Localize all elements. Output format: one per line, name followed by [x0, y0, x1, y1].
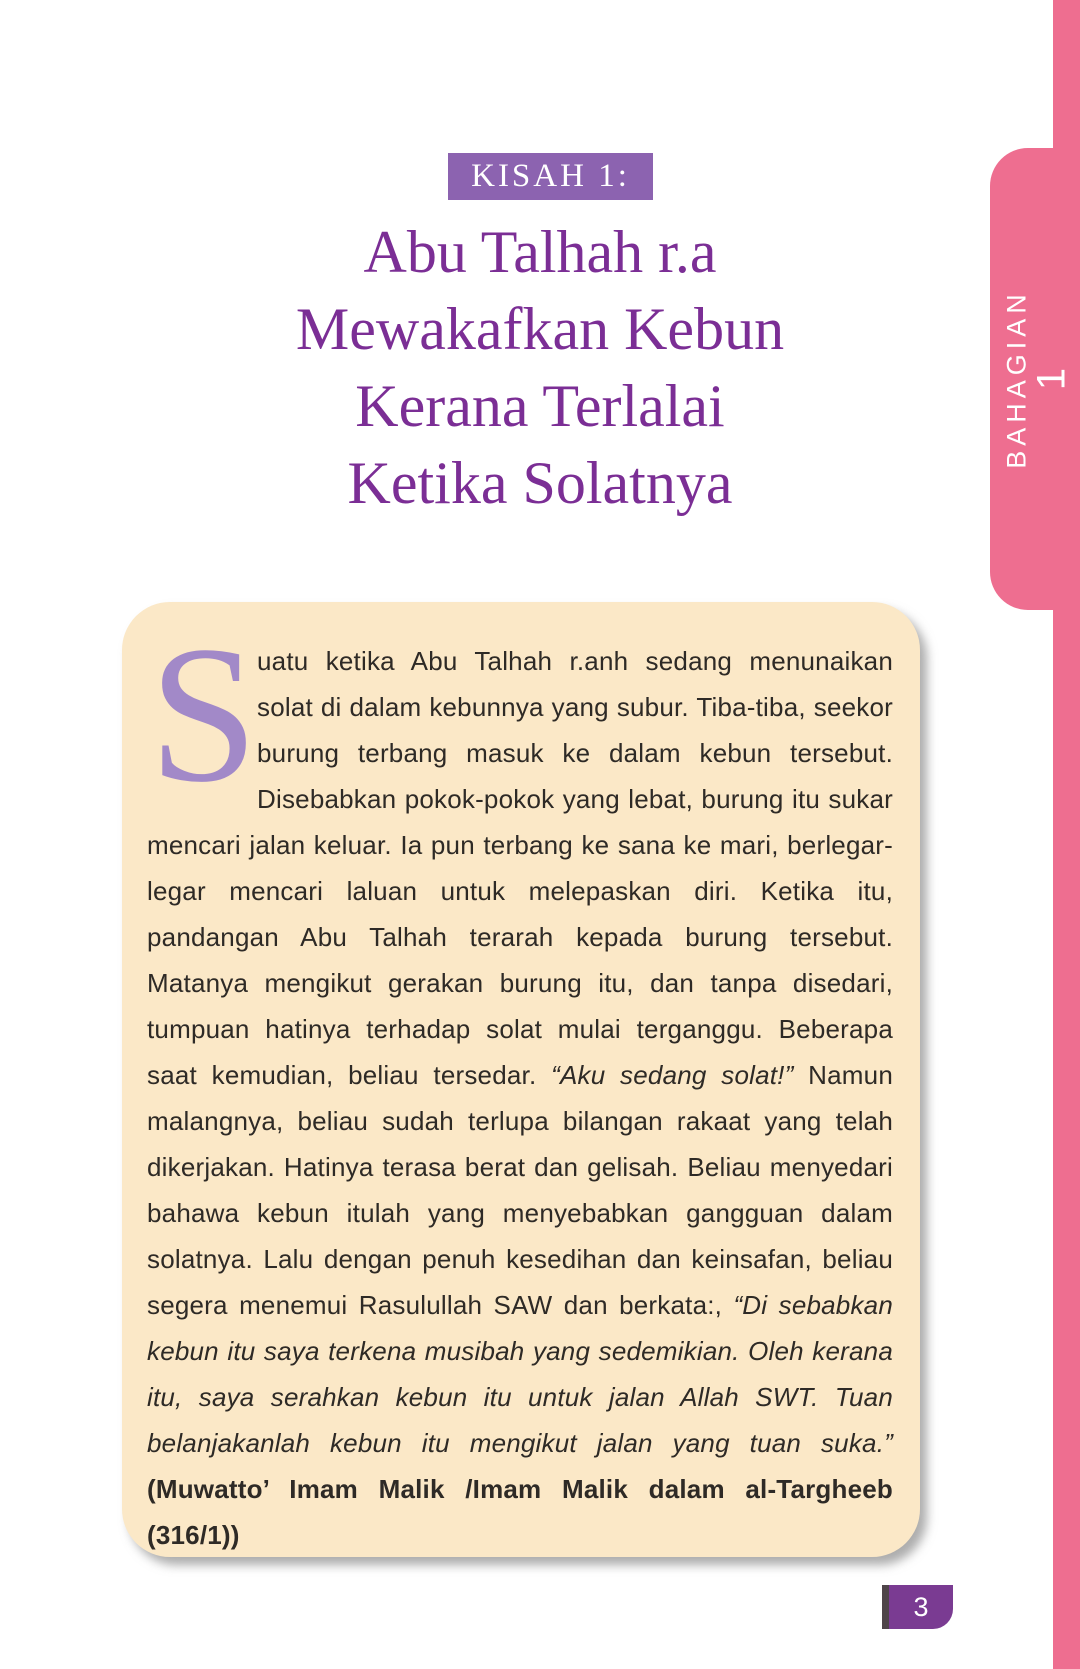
- section-tab-number: 1: [1029, 367, 1074, 391]
- drop-cap: S: [149, 606, 259, 823]
- kisah-badge: KISAH 1:: [448, 153, 653, 200]
- title-line: Ketika Solatnya: [347, 450, 733, 516]
- story-paragraph: [147, 606, 893, 1558]
- story-text-runs: uatu ketika Abu Talhah r.anh sedang menunaikan solat di dalam kebunnya yang subur. Tiba-tiba, seekor burung terbang masuk ke dalam kebun tersebut. Disebabkan pokok-pokok yang lebat, burung itu sukar mencari jalan keluar. Ia pun terbang ke sana ke mari, berlegar-legar mencari laluan untuk melepaskan diri. Ketika itu, pandangan Abu Talhah terarah kepada burung tersebut. Matanya mengikut gerakan burung itu, dan tanpa disedari, tumpuan hatinya terhadap solat mulai terganggu. Beberapa saat kemudian, beliau tersedar. “Aku sedang solat!” Namun malangnya, beliau sudah terlupa bilangan rakaat yang telah dikerjakan. Hatinya terasa berat dan gelisah. Beliau menyedari bahawa kebun itulah yang menyebabkan gangguan dalam solatnya. Lalu dengan penuh kesedihan dan keinsafan, beliau segera menemui Rasulullah SAW dan berkata:, “Di sebabkan kebun itu saya terkena musibah yang sedemikian. Oleh kerana itu, saya serahkan kebun itu untuk jalan Allah SWT. Tuan belanjakanlah kebun itu mengikut jalan yang tuan suka.” (Muwatto’ Imam Malik /Imam Malik dalam al-Targheeb (316/1)): [147, 646, 893, 1550]
- title-line: Abu Talhah r.a: [363, 219, 717, 285]
- section-tab-label: BAHAGIAN: [1001, 289, 1032, 469]
- story-title: [100, 214, 980, 522]
- page-number: 3: [913, 1591, 929, 1622]
- page-number-badge: [882, 1585, 953, 1629]
- story-card: [122, 602, 920, 1557]
- title-line: Kerana Terlalai: [355, 373, 725, 439]
- title-line: Mewakafkan Kebun: [295, 296, 785, 362]
- section-tab: [990, 148, 1080, 610]
- section-tab-text: [1001, 289, 1074, 469]
